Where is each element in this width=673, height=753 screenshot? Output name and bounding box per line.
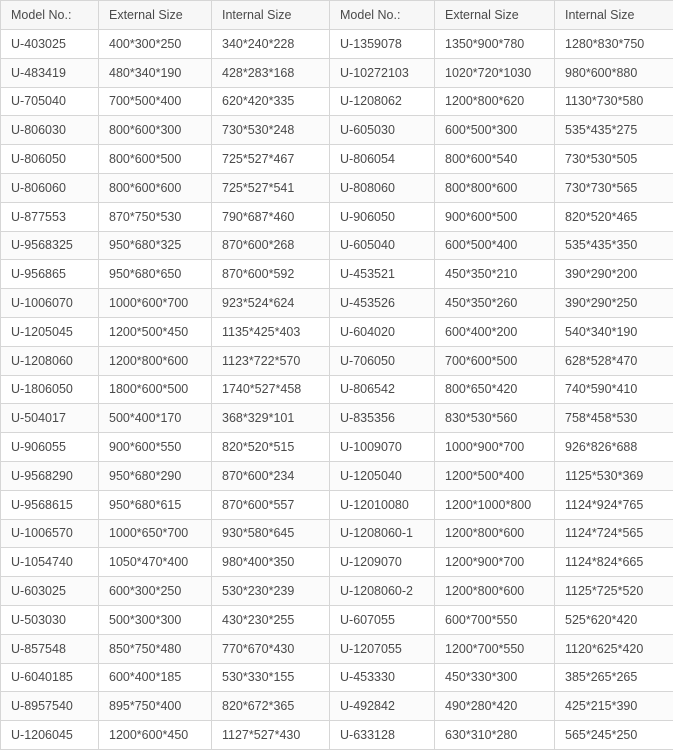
table-row <box>1 116 673 145</box>
external-size-cell: 1200*900*700 <box>435 548 555 577</box>
internal-size-cell: 540*340*190 <box>555 317 673 346</box>
model-no-cell: U-604020 <box>330 317 435 346</box>
model-no-cell: U-1207055 <box>330 634 435 663</box>
model-no-cell: U-12010080 <box>330 490 435 519</box>
external-size-cell: 600*500*400 <box>435 231 555 260</box>
external-size-cell: 500*400*170 <box>99 404 212 433</box>
external-size-cell: 895*750*400 <box>99 692 212 721</box>
table-row <box>1 231 673 260</box>
internal-size-cell: 740*590*410 <box>555 375 673 404</box>
external-size-cell: 800*650*420 <box>435 375 555 404</box>
table-row <box>1 692 673 721</box>
model-no-cell: U-9568290 <box>1 461 99 490</box>
external-size-cell: 1200*500*400 <box>435 461 555 490</box>
table-body <box>1 30 673 750</box>
model-no-cell: U-6040185 <box>1 663 99 692</box>
external-size-cell: 950*680*615 <box>99 490 212 519</box>
model-no-cell: U-1006570 <box>1 519 99 548</box>
model-no-cell: U-10272103 <box>330 58 435 87</box>
external-size-cell: 950*680*290 <box>99 461 212 490</box>
internal-size-cell: 980*600*880 <box>555 58 673 87</box>
external-size-cell: 1200*800*600 <box>435 519 555 548</box>
internal-size-cell: 1123*722*570 <box>212 346 330 375</box>
model-no-cell: U-806060 <box>1 173 99 202</box>
external-size-cell: 800*600*300 <box>99 116 212 145</box>
external-size-cell: 600*300*250 <box>99 577 212 606</box>
internal-size-cell: 525*620*420 <box>555 605 673 634</box>
internal-size-cell: 870*600*592 <box>212 260 330 289</box>
model-no-cell: U-956865 <box>1 260 99 289</box>
model-no-cell: U-504017 <box>1 404 99 433</box>
model-no-cell: U-607055 <box>330 605 435 634</box>
model-no-cell: U-806050 <box>1 145 99 174</box>
external-size-cell: 830*530*560 <box>435 404 555 433</box>
model-no-cell: U-806542 <box>330 375 435 404</box>
internal-size-cell: 1127*527*430 <box>212 721 330 750</box>
table-row <box>1 490 673 519</box>
external-size-cell: 1000*600*700 <box>99 289 212 318</box>
internal-size-cell: 1280*830*750 <box>555 30 673 59</box>
internal-size-cell: 758*458*530 <box>555 404 673 433</box>
external-size-cell: 800*600*540 <box>435 145 555 174</box>
internal-size-cell: 820*672*365 <box>212 692 330 721</box>
model-no-cell: U-1359078 <box>330 30 435 59</box>
model-no-cell: U-1806050 <box>1 375 99 404</box>
internal-size-cell: 430*230*255 <box>212 605 330 634</box>
model-no-cell: U-453330 <box>330 663 435 692</box>
model-no-cell: U-835356 <box>330 404 435 433</box>
internal-size-cell: 1135*425*403 <box>212 317 330 346</box>
model-no-cell: U-706050 <box>330 346 435 375</box>
table-row <box>1 605 673 634</box>
internal-size-cell: 390*290*250 <box>555 289 673 318</box>
model-no-cell: U-806054 <box>330 145 435 174</box>
external-size-cell: 1200*1000*800 <box>435 490 555 519</box>
external-size-cell: 900*600*500 <box>435 202 555 231</box>
model-no-cell: U-453521 <box>330 260 435 289</box>
table-row <box>1 548 673 577</box>
table-row <box>1 577 673 606</box>
table-row <box>1 404 673 433</box>
model-no-cell: U-1205045 <box>1 317 99 346</box>
internal-size-cell: 1120*625*420 <box>555 634 673 663</box>
external-size-cell: 1200*800*600 <box>435 577 555 606</box>
table-row <box>1 519 673 548</box>
external-size-cell: 630*310*280 <box>435 721 555 750</box>
internal-size-cell: 530*330*155 <box>212 663 330 692</box>
table-row <box>1 289 673 318</box>
external-size-cell: 1200*500*450 <box>99 317 212 346</box>
model-no-cell: U-483419 <box>1 58 99 87</box>
internal-size-cell: 870*600*234 <box>212 461 330 490</box>
model-no-cell: U-403025 <box>1 30 99 59</box>
model-no-cell: U-1208060-1 <box>330 519 435 548</box>
model-no-cell: U-492842 <box>330 692 435 721</box>
internal-size-cell: 385*265*265 <box>555 663 673 692</box>
external-size-cell: 1800*600*500 <box>99 375 212 404</box>
internal-size-cell: 620*420*335 <box>212 87 330 116</box>
internal-size-cell: 340*240*228 <box>212 30 330 59</box>
internal-size-cell: 730*730*565 <box>555 173 673 202</box>
external-size-cell: 450*330*300 <box>435 663 555 692</box>
model-no-cell: U-1006070 <box>1 289 99 318</box>
internal-size-cell: 930*580*645 <box>212 519 330 548</box>
internal-size-cell: 628*528*470 <box>555 346 673 375</box>
external-size-cell: 600*400*185 <box>99 663 212 692</box>
model-no-cell: U-1206045 <box>1 721 99 750</box>
model-no-cell: U-705040 <box>1 87 99 116</box>
model-no-cell: U-9568325 <box>1 231 99 260</box>
model-no-cell: U-633128 <box>330 721 435 750</box>
external-size-cell: 700*600*500 <box>435 346 555 375</box>
header-external-size: External Size <box>435 1 555 30</box>
external-size-cell: 600*400*200 <box>435 317 555 346</box>
external-size-cell: 950*680*650 <box>99 260 212 289</box>
internal-size-cell: 820*520*465 <box>555 202 673 231</box>
external-size-cell: 1350*900*780 <box>435 30 555 59</box>
table-row <box>1 663 673 692</box>
internal-size-cell: 730*530*248 <box>212 116 330 145</box>
model-no-cell: U-8957540 <box>1 692 99 721</box>
model-no-cell: U-1205040 <box>330 461 435 490</box>
model-no-cell: U-808060 <box>330 173 435 202</box>
table-row <box>1 375 673 404</box>
internal-size-cell: 725*527*467 <box>212 145 330 174</box>
header-external-size: External Size <box>99 1 212 30</box>
external-size-cell: 1200*800*600 <box>99 346 212 375</box>
model-no-cell: U-906055 <box>1 433 99 462</box>
external-size-cell: 850*750*480 <box>99 634 212 663</box>
table-row <box>1 260 673 289</box>
model-no-cell: U-605030 <box>330 116 435 145</box>
table-header <box>1 1 673 30</box>
external-size-cell: 450*350*210 <box>435 260 555 289</box>
external-size-cell: 1200*800*620 <box>435 87 555 116</box>
internal-size-cell: 1124*824*665 <box>555 548 673 577</box>
table-row <box>1 145 673 174</box>
external-size-cell: 800*600*500 <box>99 145 212 174</box>
model-no-cell: U-603025 <box>1 577 99 606</box>
header-internal-size: Internal Size <box>212 1 330 30</box>
external-size-cell: 1050*470*400 <box>99 548 212 577</box>
internal-size-cell: 725*527*541 <box>212 173 330 202</box>
table-row <box>1 173 673 202</box>
internal-size-cell: 1125*725*520 <box>555 577 673 606</box>
model-no-cell: U-605040 <box>330 231 435 260</box>
header-row <box>1 1 673 30</box>
model-no-cell: U-806030 <box>1 116 99 145</box>
external-size-cell: 870*750*530 <box>99 202 212 231</box>
table-row <box>1 461 673 490</box>
table-row <box>1 202 673 231</box>
internal-size-cell: 428*283*168 <box>212 58 330 87</box>
model-no-cell: U-1009070 <box>330 433 435 462</box>
external-size-cell: 1000*650*700 <box>99 519 212 548</box>
internal-size-cell: 565*245*250 <box>555 721 673 750</box>
table-row <box>1 346 673 375</box>
table-row <box>1 433 673 462</box>
internal-size-cell: 425*215*390 <box>555 692 673 721</box>
table-row <box>1 87 673 116</box>
model-no-cell: U-906050 <box>330 202 435 231</box>
external-size-cell: 1000*900*700 <box>435 433 555 462</box>
external-size-cell: 1200*600*450 <box>99 721 212 750</box>
internal-size-cell: 870*600*268 <box>212 231 330 260</box>
internal-size-cell: 1124*724*565 <box>555 519 673 548</box>
model-no-cell: U-1209070 <box>330 548 435 577</box>
model-no-cell: U-1054740 <box>1 548 99 577</box>
internal-size-cell: 1740*527*458 <box>212 375 330 404</box>
internal-size-cell: 770*670*430 <box>212 634 330 663</box>
internal-size-cell: 1125*530*369 <box>555 461 673 490</box>
internal-size-cell: 730*530*505 <box>555 145 673 174</box>
external-size-cell: 900*600*550 <box>99 433 212 462</box>
table-row <box>1 317 673 346</box>
internal-size-cell: 870*600*557 <box>212 490 330 519</box>
internal-size-cell: 980*400*350 <box>212 548 330 577</box>
header-model-no: Model No.: <box>330 1 435 30</box>
internal-size-cell: 390*290*200 <box>555 260 673 289</box>
internal-size-cell: 530*230*239 <box>212 577 330 606</box>
external-size-cell: 600*700*550 <box>435 605 555 634</box>
external-size-cell: 800*800*600 <box>435 173 555 202</box>
model-no-cell: U-1208060-2 <box>330 577 435 606</box>
internal-size-cell: 1130*730*580 <box>555 87 673 116</box>
external-size-cell: 950*680*325 <box>99 231 212 260</box>
external-size-cell: 1020*720*1030 <box>435 58 555 87</box>
external-size-cell: 480*340*190 <box>99 58 212 87</box>
table-row <box>1 58 673 87</box>
internal-size-cell: 923*524*624 <box>212 289 330 318</box>
table-row <box>1 634 673 663</box>
table-row <box>1 30 673 59</box>
external-size-cell: 450*350*260 <box>435 289 555 318</box>
model-no-cell: U-9568615 <box>1 490 99 519</box>
model-no-cell: U-1208062 <box>330 87 435 116</box>
internal-size-cell: 1124*924*765 <box>555 490 673 519</box>
model-no-cell: U-857548 <box>1 634 99 663</box>
external-size-cell: 1200*700*550 <box>435 634 555 663</box>
model-no-cell: U-453526 <box>330 289 435 318</box>
model-no-cell: U-877553 <box>1 202 99 231</box>
internal-size-cell: 790*687*460 <box>212 202 330 231</box>
model-no-cell: U-1208060 <box>1 346 99 375</box>
external-size-cell: 490*280*420 <box>435 692 555 721</box>
internal-size-cell: 926*826*688 <box>555 433 673 462</box>
internal-size-cell: 368*329*101 <box>212 404 330 433</box>
internal-size-cell: 820*520*515 <box>212 433 330 462</box>
model-no-cell: U-503030 <box>1 605 99 634</box>
header-model-no: Model No.: <box>1 1 99 30</box>
external-size-cell: 600*500*300 <box>435 116 555 145</box>
external-size-cell: 400*300*250 <box>99 30 212 59</box>
external-size-cell: 800*600*600 <box>99 173 212 202</box>
internal-size-cell: 535*435*350 <box>555 231 673 260</box>
header-internal-size: Internal Size <box>555 1 673 30</box>
external-size-cell: 700*500*400 <box>99 87 212 116</box>
external-size-cell: 500*300*300 <box>99 605 212 634</box>
table-row <box>1 721 673 750</box>
internal-size-cell: 535*435*275 <box>555 116 673 145</box>
